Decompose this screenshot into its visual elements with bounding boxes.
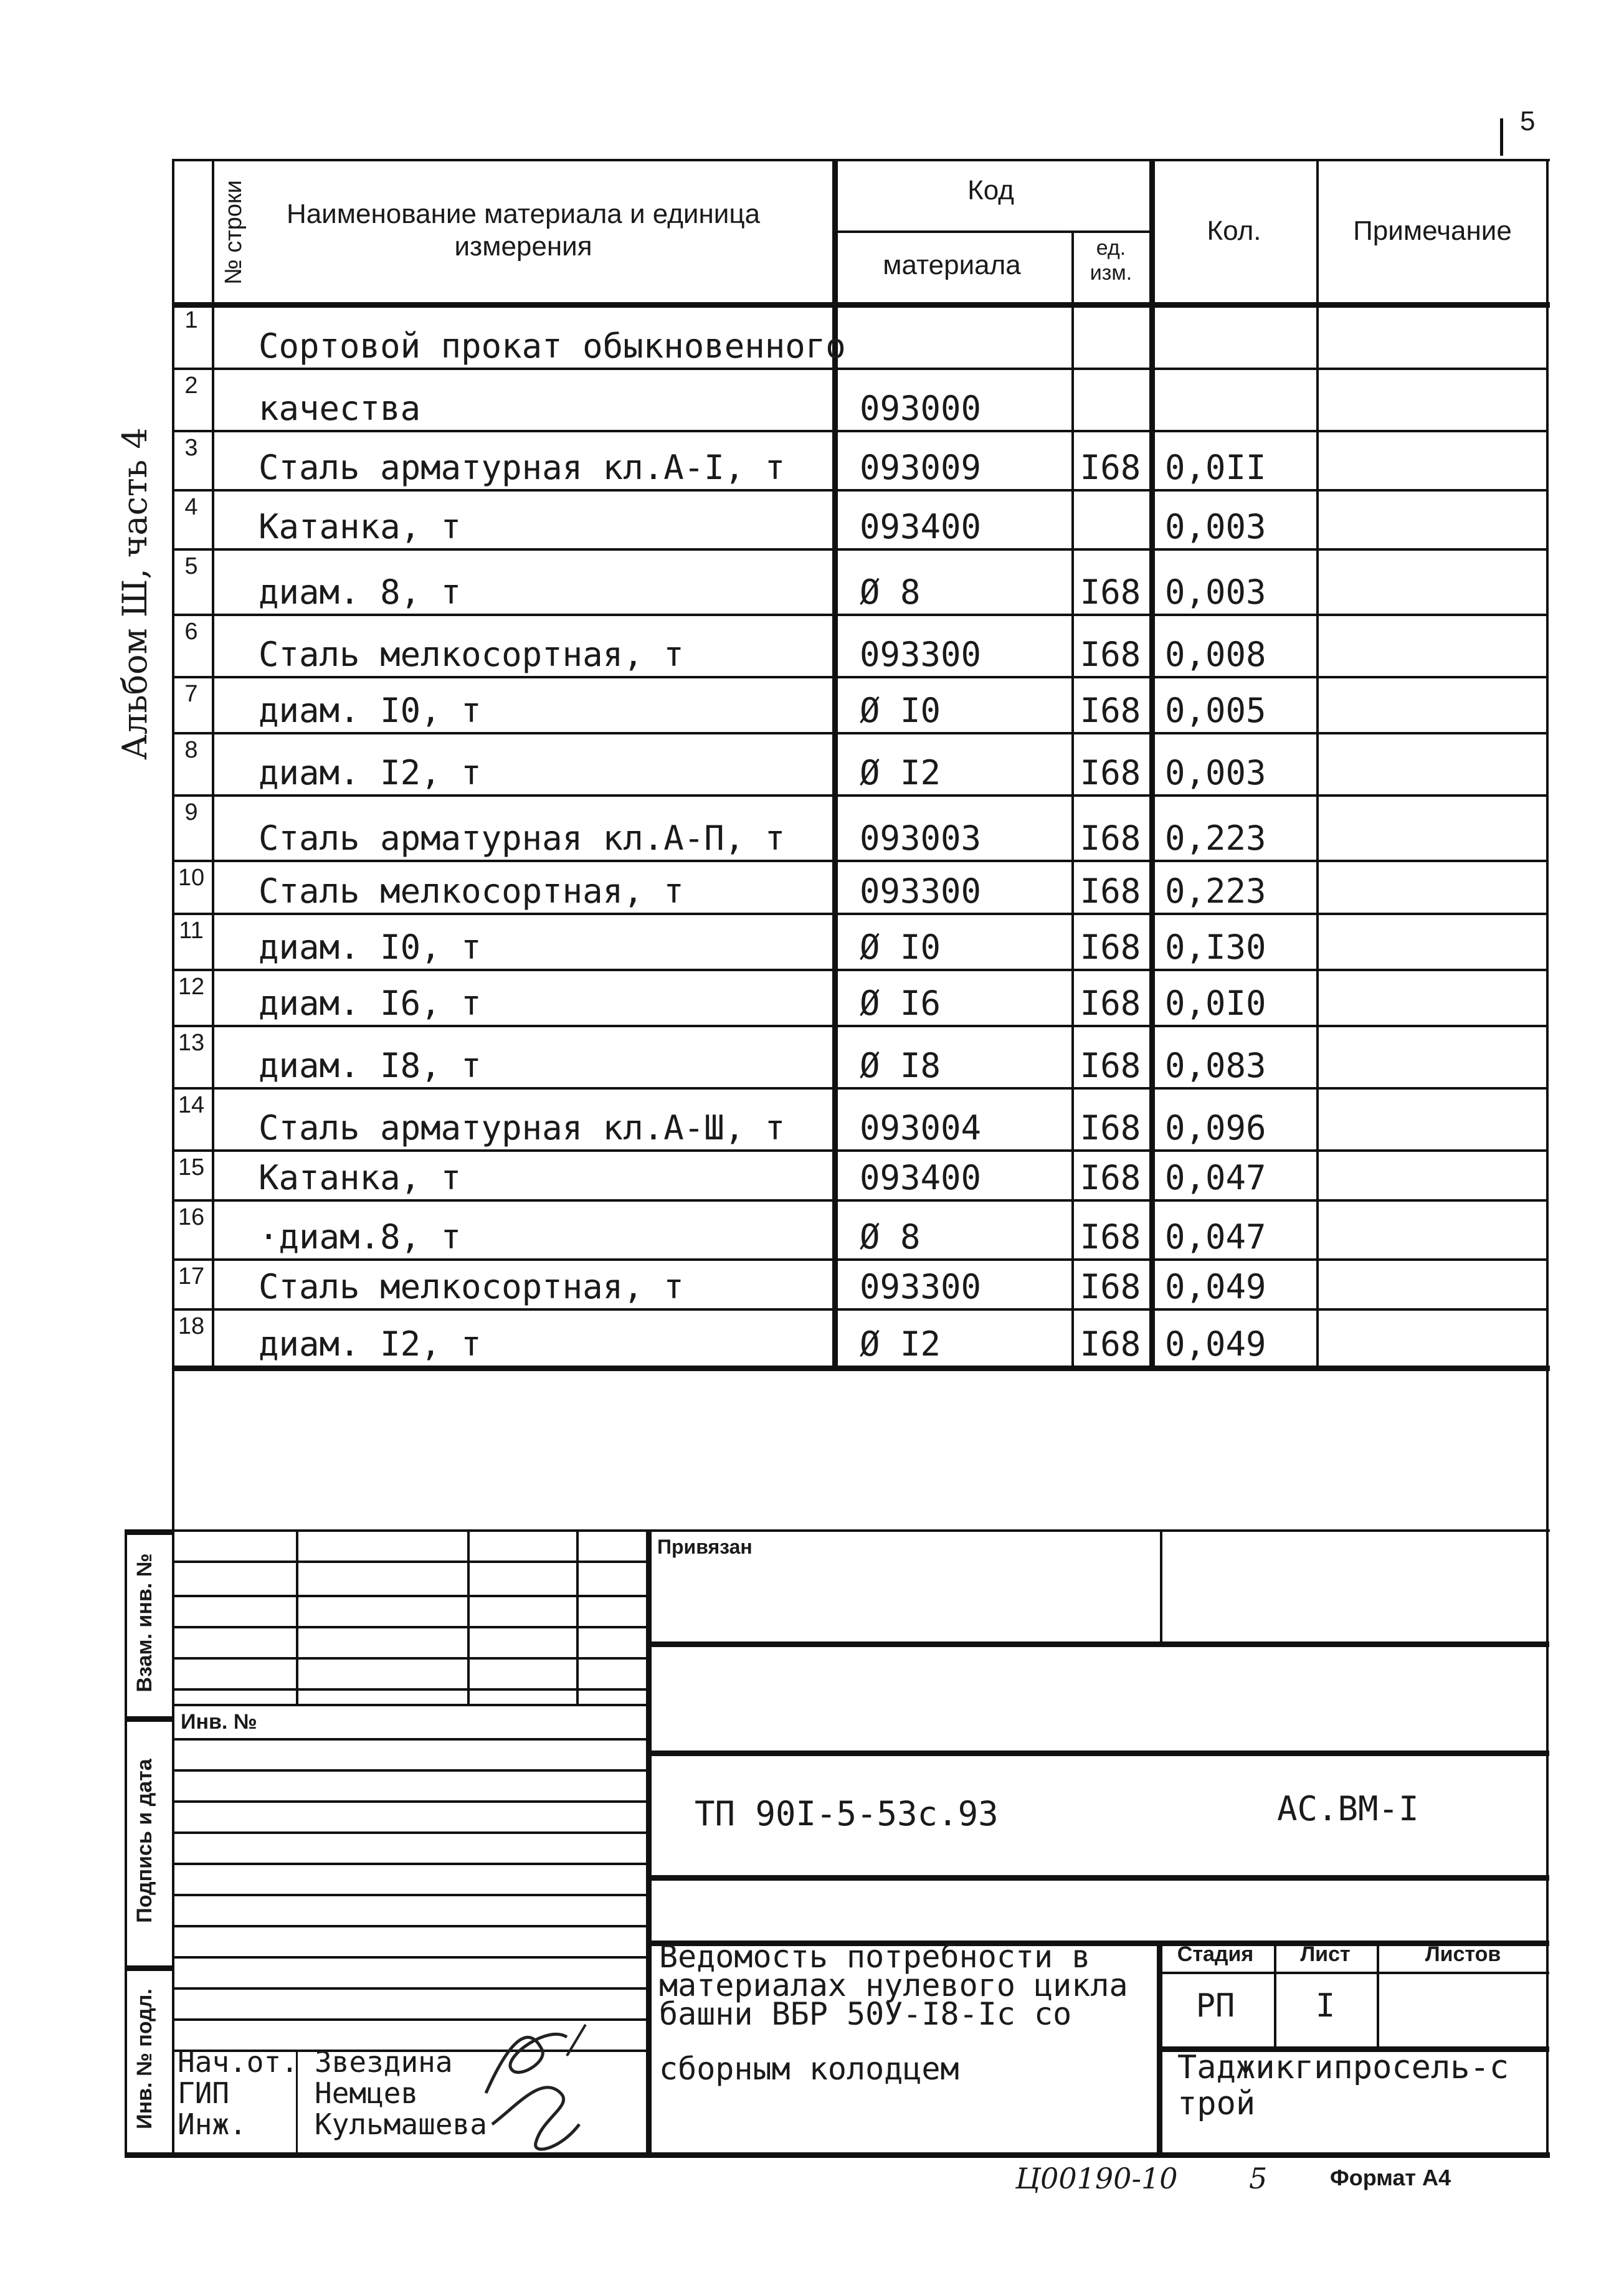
row-code: 093300 <box>860 1267 982 1306</box>
row-qty: 0,049 <box>1165 1324 1266 1364</box>
row-code: Ø I8 <box>860 1046 941 1085</box>
row-number: 11 <box>179 918 204 944</box>
left-grid-v2 <box>467 1529 470 1704</box>
album-label: Альбом Ш, часть 4 <box>115 427 154 760</box>
stamp-line-1 <box>646 1641 1549 1647</box>
signature-image <box>473 2000 598 2162</box>
row-divider <box>172 969 1549 971</box>
row-number: 17 <box>178 1263 205 1290</box>
title-line-2: материалах нулевого цикла <box>659 1967 1128 2003</box>
stamp-grid-line <box>172 1626 646 1628</box>
left-grid-v1 <box>296 1529 298 1704</box>
row-name: Сталь арматурная кл.А-Ш, т <box>259 1108 786 1147</box>
row-divider <box>172 368 1549 370</box>
row-divider <box>172 430 1549 432</box>
row-name: Катанка, т <box>259 507 462 546</box>
person-role-2: ГИП <box>178 2076 230 2110</box>
row-code: Ø I2 <box>860 753 941 792</box>
row-qty: 0,049 <box>1165 1267 1266 1306</box>
stamp-grid-line <box>172 1800 646 1803</box>
row-qty: 0,0II <box>1165 448 1266 487</box>
header-bottom-line <box>172 302 1550 308</box>
row-code: Ø I0 <box>860 928 941 967</box>
row-code: 093300 <box>860 635 982 674</box>
person-role-3: Инж. <box>178 2107 247 2141</box>
row-number: 7 <box>184 681 198 707</box>
row-unit: I68 <box>1080 1267 1141 1306</box>
header-name: Наименование материала и единица измерения <box>286 199 761 262</box>
row-code: 093000 <box>860 389 982 428</box>
frame-right-border <box>1546 159 1549 2155</box>
row-qty: 0,096 <box>1165 1108 1266 1147</box>
row-name: диам. I8, т <box>259 1046 482 1085</box>
row-qty: 0,I30 <box>1165 928 1266 967</box>
row-qty: 0,008 <box>1165 635 1266 674</box>
row-name: Сталь мелкосортная, т <box>259 635 684 674</box>
row-number: 1 <box>184 307 198 333</box>
row-name: диам. I0, т <box>259 928 482 967</box>
row-divider <box>172 1258 1549 1261</box>
col-line-qty <box>1316 159 1319 1366</box>
row-code: 093300 <box>860 872 982 911</box>
row-divider <box>172 913 1549 915</box>
inv-no-label: Инв. № <box>181 1710 257 1734</box>
row-name: Катанка, т <box>259 1158 462 1197</box>
stamp-grid-line <box>172 1738 646 1741</box>
row-qty: 0,003 <box>1165 507 1266 546</box>
row-unit: I68 <box>1080 1108 1141 1147</box>
stamp-grid-line <box>172 1595 646 1597</box>
row-qty: 0,223 <box>1165 872 1266 911</box>
row-unit: I68 <box>1080 984 1141 1023</box>
row-divider <box>172 548 1549 551</box>
title-line-4: сборным колодцем <box>659 2051 959 2087</box>
person-role-1: Нач.от. <box>178 2045 298 2079</box>
row-number: 5 <box>184 553 198 579</box>
stamp-grid-line <box>172 1894 646 1896</box>
row-qty: 0,003 <box>1165 572 1266 612</box>
row-number: 15 <box>178 1154 205 1181</box>
row-code: Ø I2 <box>860 1324 941 1364</box>
stamp-top-line <box>172 1529 1550 1532</box>
footer-page: 5 <box>1249 2162 1268 2195</box>
header-material: материала <box>883 250 1021 280</box>
row-number: 8 <box>184 737 198 763</box>
stamp-grid-line <box>172 1561 646 1563</box>
row-divider <box>172 732 1549 734</box>
stamp-grid-line <box>172 1831 646 1834</box>
row-code: Ø I0 <box>860 691 941 730</box>
row-code: Ø I6 <box>860 984 941 1023</box>
title-line-1: Ведомость потребности в <box>659 1939 1091 1975</box>
stamp-grid-line <box>172 1987 646 1990</box>
stamp-grid-line <box>172 1925 646 1927</box>
row-unit: I68 <box>1080 1046 1141 1085</box>
row-unit: I68 <box>1080 1217 1141 1257</box>
row-name: диам. 8, т <box>259 572 462 612</box>
left-grid-v3 <box>576 1529 579 1704</box>
stage-header-line <box>1157 1972 1549 1974</box>
row-unit: I68 <box>1080 928 1141 967</box>
row-unit: I68 <box>1080 753 1141 792</box>
row-unit: I68 <box>1080 635 1141 674</box>
row-number: 16 <box>178 1204 205 1230</box>
privyazan-divider <box>1160 1529 1162 1641</box>
sheet-code: АС.ВМ-I <box>1277 1789 1419 1828</box>
col-line-unit <box>1149 159 1155 1367</box>
person-name-1: Звездина <box>315 2045 453 2079</box>
row-qty: 0,005 <box>1165 691 1266 730</box>
stamp-line-3 <box>646 1875 1549 1881</box>
sheets-label: Листов <box>1425 1942 1501 1966</box>
row-qty: 0,047 <box>1165 1158 1266 1197</box>
row-qty: 0,047 <box>1165 1217 1266 1257</box>
row-number: 3 <box>184 435 198 461</box>
row-unit: I68 <box>1080 691 1141 730</box>
header-qty: Кол. <box>1207 216 1261 246</box>
handwritten-number: Ц00190-10 <box>1015 2162 1178 2195</box>
person-name-3: Кульмашева <box>315 2107 487 2141</box>
row-name: Сталь арматурная кл.А-I, т <box>259 448 786 487</box>
page-mark <box>1500 118 1503 156</box>
inv-podl-label: Инв. № подл. <box>133 1988 156 2129</box>
stamp-grid-line <box>172 1769 646 1772</box>
stamp-grid-line <box>172 1657 646 1660</box>
row-name: диам. I0, т <box>259 691 482 730</box>
stamp-left-tab-top <box>125 1529 174 1535</box>
stamp-bottom-line <box>125 2152 1550 2158</box>
person-name-2: Немцев <box>315 2076 419 2110</box>
row-unit: I68 <box>1080 572 1141 612</box>
row-name: диам. I6, т <box>259 984 482 1023</box>
row-name: Сталь мелкосортная, т <box>259 1267 684 1306</box>
org-name: Таджикгипросель-строй <box>1177 2049 1509 2122</box>
row-number: 12 <box>178 974 205 1000</box>
row-number: 13 <box>178 1030 205 1056</box>
code-subheader-line <box>832 230 1149 233</box>
stamp-grid-line <box>172 1956 646 1959</box>
privyazan-label: Привязан <box>657 1536 753 1558</box>
podpis-label: Подпись и дата <box>133 1759 156 1923</box>
row-code: 093400 <box>860 507 982 546</box>
stamp-main-divider <box>646 1529 652 2152</box>
row-number: 9 <box>184 799 198 825</box>
stamp-grid-line <box>172 1688 646 1691</box>
format-label: Формат А4 <box>1330 2165 1451 2190</box>
header-row-no: № строки <box>221 180 247 285</box>
stamp-grid-line <box>172 1704 646 1706</box>
vzam-label: Взам. инв. № <box>133 1553 156 1693</box>
row-name: Сортовой прокат обыкновенного <box>259 326 846 366</box>
row-qty: 0,223 <box>1165 819 1266 858</box>
row-name: ·диам.8, т <box>259 1217 462 1257</box>
row-number: 14 <box>178 1092 205 1118</box>
header-code: Код <box>967 175 1014 206</box>
row-divider <box>172 860 1549 862</box>
sheet-label: Лист <box>1300 1942 1351 1966</box>
row-name: Сталь мелкосортная, т <box>259 872 684 911</box>
row-divider <box>172 676 1549 678</box>
row-divider <box>172 1308 1549 1311</box>
row-divider <box>172 1087 1549 1090</box>
title-line-3: башни ВБР 50У-I8-Iс со <box>659 1996 1072 2032</box>
doc-code: ТП 90I-5-53с.93 <box>695 1794 999 1833</box>
row-qty: 0,083 <box>1165 1046 1266 1085</box>
header-unit: ед. изм. <box>1090 236 1133 285</box>
row-name: качества <box>259 389 421 428</box>
side-sep-1 <box>125 1716 174 1722</box>
row-number: 10 <box>178 865 205 891</box>
page-number: 5 <box>1520 106 1536 136</box>
row-unit: I68 <box>1080 819 1141 858</box>
row-number: 2 <box>184 373 198 399</box>
table-bottom-border <box>172 1366 1550 1371</box>
side-column-left <box>125 1529 127 2155</box>
col-line-rownum <box>212 159 214 1366</box>
row-code: Ø 8 <box>860 1217 921 1257</box>
row-code: 093003 <box>860 819 982 858</box>
row-code: 093009 <box>860 448 982 487</box>
row-qty: 0,0I0 <box>1165 984 1266 1023</box>
row-name: диам. I2, т <box>259 753 482 792</box>
row-number: 6 <box>184 619 198 645</box>
row-divider <box>172 489 1549 492</box>
row-divider <box>172 794 1549 797</box>
row-code: Ø 8 <box>860 572 921 612</box>
stamp-grid-line <box>172 1863 646 1865</box>
row-name: диам. I2, т <box>259 1324 482 1364</box>
row-divider <box>172 1199 1549 1202</box>
sheet-value: I <box>1315 1987 1336 2025</box>
row-unit: I68 <box>1080 872 1141 911</box>
table-top-border <box>172 159 1550 161</box>
row-divider <box>172 614 1549 616</box>
row-number: 18 <box>178 1313 205 1339</box>
stage-value: РП <box>1195 1987 1235 2025</box>
header-note: Примечание <box>1353 216 1512 246</box>
row-divider <box>172 1149 1549 1152</box>
row-qty: 0,003 <box>1165 753 1266 792</box>
row-name: Сталь арматурная кл.А-П, т <box>259 819 786 858</box>
row-unit: I68 <box>1080 1158 1141 1197</box>
side-sep-2 <box>125 1965 174 1971</box>
stage-label: Стадия <box>1177 1942 1254 1966</box>
row-unit: I68 <box>1080 448 1141 487</box>
row-unit: I68 <box>1080 1324 1141 1364</box>
row-code: 093400 <box>860 1158 982 1197</box>
stamp-line-2 <box>646 1751 1549 1756</box>
row-divider <box>172 1025 1549 1027</box>
row-number: 4 <box>184 494 198 520</box>
row-code: 093004 <box>860 1108 982 1147</box>
